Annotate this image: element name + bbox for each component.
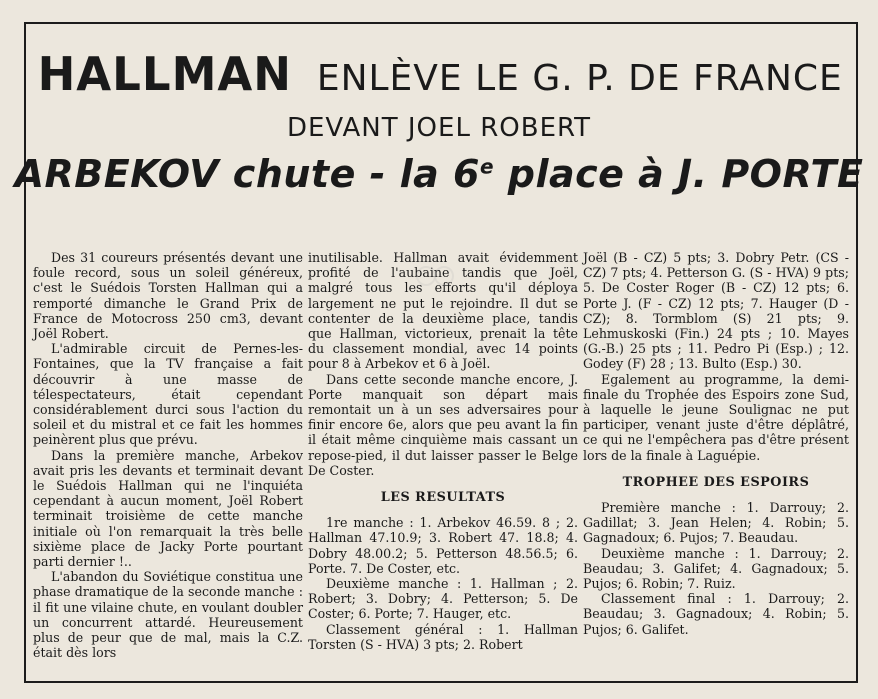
results-title: LES RESULTATS <box>380 490 506 506</box>
headline-line-1 <box>0 48 878 111</box>
trophee-title: TROPHEE DES ESPOIRS <box>622 474 810 490</box>
paragraph: L'admirable circuit de Pernes-les-Fontaines, que la TV française a fait découvrir à une masse de télespectateurs, était cependant considérablement durci sous l'action du soleil et du mistral et ce fait les hommes peinèrent plus que prévu. <box>33 341 303 448</box>
paragraph: Des 31 coureurs présentés devant une foule record, sous un soleil généreux, c'est le Suédois Torsten Hallman qui a remporté dimanche le Grand Prix de France de Motocross 250 cm3, devant Joël Robert. <box>33 250 303 342</box>
headline-block <box>0 24 878 203</box>
trophee-item: Première manche : 1. Darrouy; 2. Gadillat; 3. Jean Helen; 4. Robin; 5. Gagnadoux; 6. Pujos; 7. Beaudau. <box>583 500 849 546</box>
headline-main: HALLMAN <box>37 47 293 101</box>
headline-line-2: DEVANT JOEL ROBERT <box>286 113 592 143</box>
results-item: Deuxième manche : 1. Hallman ; 2. Robert; 3. Dobry; 4. Petterson; 5. De Coster; 6. Porte; 7. Hauger, etc. <box>308 576 578 622</box>
article-column-2 <box>308 250 578 652</box>
paragraph: Egalement au programme, la demi-finale du Trophée des Espoirs zone Sud, à laquelle le jeune Soulignac ne put participer, venant juste d'être déplâtré, ce qui ne l'empêchera pas d'être présent lors de la finale à Laguépie. <box>583 371 849 463</box>
paragraph: Dans la première manche, Arbekov avait pris les devants et terminait devant le Suédois Hallman qui ne l'inquiéta cependant à aucun moment, Joël Robert terminait troisième de cette manche initiale où l'on remarquait la très belle sixième place de Jacky Porte pourtant parti dernier !.. <box>33 447 303 570</box>
results-item: 1re manche : 1. Arbekov 46.59. 8 ; 2. Hallman 47.10.9; 3. Robert 47. 18.8; 4. Dobry 48.00.2; 5. Petterson 48.56.5; 6. Porte. 7. De Coster, etc. <box>308 515 578 576</box>
trophee-item: Classement final : 1. Darrouy; 2. Beaudau; 3. Gagnadoux; 4. Robin; 5. Pujos; 6. Galifet. <box>583 591 849 637</box>
headline-line-3 <box>0 145 878 203</box>
trophee-list <box>583 500 849 637</box>
watermark-icon <box>414 262 466 290</box>
article-column-1 <box>33 250 303 660</box>
paragraph: Joël (B - CZ) 5 pts; 3. Dobry Petr. (CS - CZ) 7 pts; 4. Petterson G. (S - HVA) 9 pts; 5. De Coster Roger (B - CZ) 12 pts; 6. Porte J. (F - CZ) 12 pts; 7. Hauger (D - CZ); 8. Tormblom (S) 21 pts; 9. Lehmuskoski (Fin.) 24 pts ; 10. Mayes (G.-B.) 25 pts ; 11. Pedro Pi (Esp.) ; 12. Godey (F) 28 ; 13. Bulto (Esp.) 30. <box>583 250 849 372</box>
paragraph: inutilisable. Hallman avait évidemment profité de l'aubaine tandis que Joël, malgré tous les efforts qu'il déploya largement ne put le rejoindre. Il dut se contenter de la deuxième place, tandis que Hallman, victorieux, prenait la tête du classement mondial, avec 14 points pour 8 à Arbekov et 6 à Joël. <box>308 250 578 372</box>
headline-line-3-sup: e <box>479 154 495 179</box>
results-list <box>308 515 578 652</box>
trophee-item: Deuxième manche : 1. Darrouy; 2. Beaudau; 3. Galifet; 4. Gagnadoux; 5. Pujos; 6. Robin; 7. Ruiz. <box>583 545 849 592</box>
paragraph: L'abandon du Soviétique constitua une phase dramatique de la seconde manche : il fit une vilaine chute, en voulant doubler un concurrent attardé. Heureusement plus de peur que de mal, mais la C.Z. était dès lors <box>33 569 303 661</box>
headline-line-3-pre: ARBEKOV chute - la 6 <box>14 152 480 196</box>
watermark-logo <box>414 262 466 290</box>
results-item: Classement général : 1. Hallman Torsten (S - HVA) 3 pts; 2. Robert <box>308 621 578 652</box>
article-column-3 <box>583 250 849 637</box>
paragraph: Dans cette seconde manche encore, J. Porte manquait son départ mais remontait un à un ses adversaires pour finir encore 6e, alors que peu avant la fin il était même cinquième mais cassant un repose-pied, il dut laisser passer le Belge De Coster. <box>308 371 578 478</box>
headline-line-3-post: place à J. PORTE <box>494 152 864 196</box>
headline-rest: ENLÈVE LE G. P. DE FRANCE <box>316 58 843 99</box>
